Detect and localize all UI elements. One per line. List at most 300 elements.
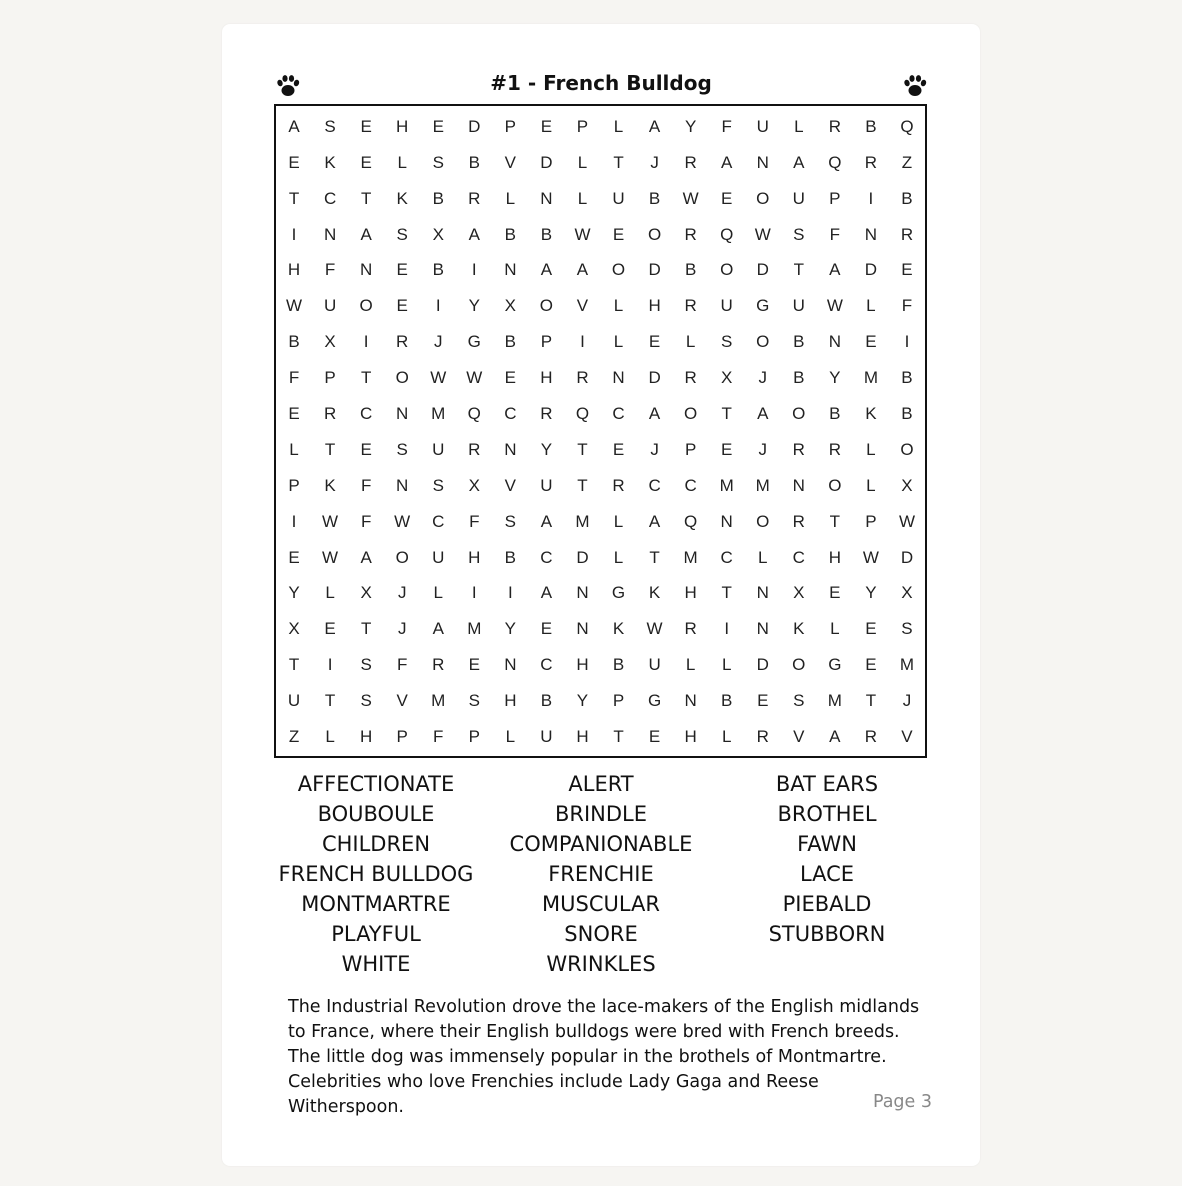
grid-letter[interactable]: T	[577, 439, 588, 459]
grid-letter[interactable]: F	[721, 116, 732, 136]
grid-letter[interactable]: K	[865, 404, 877, 424]
grid-letter[interactable]: A	[829, 260, 841, 280]
grid-letter[interactable]: O	[611, 260, 626, 280]
grid-letter[interactable]: R	[468, 439, 481, 459]
grid-letter[interactable]: V	[793, 727, 805, 747]
grid-letter[interactable]: L	[577, 188, 588, 208]
grid-letter[interactable]: N	[756, 619, 769, 639]
grid-letter[interactable]: F	[433, 727, 444, 747]
grid-letter[interactable]: P	[504, 116, 517, 136]
grid-letter[interactable]: H	[576, 655, 589, 675]
grid-letter[interactable]: B	[793, 332, 805, 352]
grid-letter[interactable]: A	[648, 511, 661, 531]
grid-letter[interactable]: A	[360, 547, 372, 567]
grid-letter[interactable]: H	[396, 116, 409, 136]
grid-letter[interactable]: L	[721, 727, 732, 747]
grid-letter[interactable]: P	[684, 439, 697, 459]
grid-letter[interactable]: N	[828, 332, 841, 352]
grid-letter[interactable]: A	[648, 404, 661, 424]
grid-letter[interactable]: R	[864, 727, 878, 747]
grid-letter[interactable]: I	[471, 583, 477, 603]
grid-letter[interactable]: N	[756, 583, 769, 603]
grid-letter[interactable]: F	[360, 511, 372, 531]
grid-letter[interactable]: I	[904, 332, 910, 352]
grid-letter[interactable]: O	[359, 296, 373, 316]
grid-letter[interactable]: F	[469, 511, 480, 531]
grid-letter[interactable]: R	[540, 404, 553, 424]
grid-letter[interactable]: K	[793, 619, 805, 639]
grid-letter[interactable]: K	[648, 583, 661, 603]
grid-letter[interactable]: C	[540, 655, 553, 675]
grid-letter[interactable]: X	[468, 475, 480, 495]
grid-letter[interactable]: K	[396, 188, 408, 208]
grid-letter[interactable]: N	[359, 260, 373, 280]
grid-letter[interactable]: W	[826, 296, 843, 316]
grid-letter[interactable]: K	[324, 475, 336, 495]
grid-letter[interactable]: L	[613, 511, 624, 531]
grid-letter[interactable]: O	[395, 368, 409, 388]
grid-letter[interactable]: W	[646, 619, 663, 639]
grid-letter[interactable]: W	[682, 188, 699, 208]
grid-letter[interactable]: D	[576, 547, 589, 567]
grid-letter[interactable]: N	[720, 511, 733, 531]
grid-letter[interactable]: A	[360, 224, 372, 244]
grid-letter[interactable]: T	[613, 152, 624, 172]
grid-letter[interactable]: P	[324, 368, 336, 388]
grid-letter[interactable]: O	[756, 511, 770, 531]
grid-letter[interactable]: P	[865, 511, 877, 531]
grid-letter[interactable]: T	[577, 475, 588, 495]
grid-letter[interactable]: P	[396, 727, 408, 747]
grid-letter[interactable]: C	[504, 404, 517, 424]
grid-letter[interactable]: L	[794, 116, 804, 136]
grid-letter[interactable]: C	[792, 547, 805, 567]
grid-letter[interactable]: I	[291, 224, 297, 244]
grid-letter[interactable]: U	[648, 655, 661, 675]
grid-letter[interactable]: Y	[288, 583, 300, 603]
grid-letter[interactable]: I	[363, 332, 369, 352]
grid-letter[interactable]: T	[649, 547, 660, 567]
grid-letter[interactable]: F	[396, 655, 408, 675]
grid-letter[interactable]: O	[539, 296, 554, 316]
grid-letter[interactable]: E	[360, 439, 372, 459]
grid-letter[interactable]: K	[324, 152, 336, 172]
grid-letter[interactable]: C	[323, 188, 337, 208]
grid-letter[interactable]: L	[289, 439, 299, 459]
grid-letter[interactable]: N	[504, 439, 517, 459]
grid-letter[interactable]: D	[648, 368, 661, 388]
grid-letter[interactable]: R	[756, 727, 769, 747]
grid-letter[interactable]: M	[863, 368, 878, 388]
grid-letter[interactable]: W	[754, 224, 771, 244]
grid-letter[interactable]: R	[828, 439, 841, 459]
grid-letter[interactable]: L	[505, 188, 516, 208]
grid-letter[interactable]: Q	[828, 152, 842, 172]
grid-letter[interactable]: Y	[684, 116, 697, 136]
grid-letter[interactable]: E	[721, 188, 733, 208]
grid-letter[interactable]: J	[433, 332, 443, 352]
grid-letter[interactable]: O	[684, 404, 698, 424]
grid-letter[interactable]: M	[575, 511, 590, 531]
grid-letter[interactable]: Y	[829, 368, 841, 388]
grid-letter[interactable]: Y	[865, 583, 877, 603]
grid-letter[interactable]: X	[793, 583, 805, 603]
grid-letter[interactable]: A	[757, 404, 769, 424]
grid-letter[interactable]: X	[721, 368, 733, 388]
grid-letter[interactable]: E	[901, 260, 913, 280]
grid-letter[interactable]: T	[288, 188, 300, 208]
grid-letter[interactable]: E	[648, 727, 661, 747]
grid-letter[interactable]: H	[828, 547, 841, 567]
grid-letter[interactable]: E	[288, 547, 300, 567]
grid-letter[interactable]: M	[719, 475, 734, 495]
grid-letter[interactable]: L	[613, 116, 624, 136]
grid-letter[interactable]: L	[613, 332, 624, 352]
grid-letter[interactable]: W	[394, 511, 411, 531]
grid-letter[interactable]: N	[684, 691, 697, 711]
grid-letter[interactable]: F	[360, 475, 372, 495]
grid-letter[interactable]: E	[865, 332, 877, 352]
grid-letter[interactable]: E	[829, 583, 841, 603]
grid-letter[interactable]: V	[504, 475, 517, 495]
grid-letter[interactable]: A	[468, 224, 480, 244]
grid-letter[interactable]: U	[720, 296, 733, 316]
grid-letter[interactable]: D	[648, 260, 661, 280]
grid-letter[interactable]: P	[612, 691, 625, 711]
grid-letter[interactable]: R	[612, 475, 625, 495]
grid-letter[interactable]: P	[288, 475, 300, 495]
grid-letter[interactable]: X	[504, 296, 517, 316]
grid-letter[interactable]: R	[684, 368, 697, 388]
grid-letter[interactable]: J	[758, 439, 767, 459]
grid-letter[interactable]: W	[466, 368, 483, 388]
grid-letter[interactable]: G	[756, 296, 770, 316]
grid-letter[interactable]: E	[865, 655, 877, 675]
grid-letter[interactable]: C	[720, 547, 733, 567]
grid-letter[interactable]: W	[898, 511, 915, 531]
grid-letter[interactable]: H	[287, 260, 301, 280]
grid-letter[interactable]: F	[288, 368, 300, 388]
grid-letter[interactable]: X	[324, 332, 336, 352]
grid-letter[interactable]: M	[467, 619, 482, 639]
grid-letter[interactable]: C	[432, 511, 445, 531]
grid-letter[interactable]: A	[648, 116, 661, 136]
grid-letter[interactable]: M	[827, 691, 842, 711]
grid-letter[interactable]: C	[612, 404, 625, 424]
grid-letter[interactable]: R	[864, 152, 878, 172]
grid-letter[interactable]: T	[865, 691, 877, 711]
grid-letter[interactable]: E	[360, 152, 372, 172]
grid-letter[interactable]: A	[540, 583, 553, 603]
grid-letter[interactable]: W	[322, 511, 339, 531]
grid-letter[interactable]: R	[684, 619, 697, 639]
grid-letter[interactable]: T	[288, 655, 300, 675]
grid-letter[interactable]: S	[901, 619, 913, 639]
grid-letter[interactable]: B	[721, 691, 733, 711]
grid-letter[interactable]: U	[792, 188, 805, 208]
grid-letter[interactable]: J	[758, 368, 767, 388]
grid-letter[interactable]: E	[648, 332, 661, 352]
grid-letter[interactable]: E	[540, 619, 553, 639]
grid-letter[interactable]: L	[397, 152, 407, 172]
grid-letter[interactable]: R	[900, 224, 914, 244]
grid-letter[interactable]: C	[540, 547, 553, 567]
grid-letter[interactable]: U	[540, 727, 553, 747]
grid-letter[interactable]: B	[540, 224, 553, 244]
grid-letter[interactable]: B	[432, 188, 444, 208]
grid-letter[interactable]: O	[647, 224, 662, 244]
grid-letter[interactable]: H	[684, 727, 697, 747]
grid-letter[interactable]: U	[432, 547, 445, 567]
grid-letter[interactable]: E	[396, 296, 408, 316]
grid-letter[interactable]: Z	[901, 152, 913, 172]
grid-letter[interactable]: H	[359, 727, 373, 747]
grid-letter[interactable]: B	[612, 655, 625, 675]
grid-letter[interactable]: M	[899, 655, 915, 675]
grid-letter[interactable]: E	[288, 404, 300, 424]
grid-letter[interactable]: E	[396, 260, 408, 280]
grid-letter[interactable]: R	[576, 368, 589, 388]
grid-letter[interactable]: B	[504, 332, 517, 352]
grid-letter[interactable]: U	[612, 188, 625, 208]
grid-letter[interactable]: L	[613, 296, 624, 316]
grid-letter[interactable]: G	[647, 691, 662, 711]
grid-letter[interactable]: X	[288, 619, 300, 639]
grid-letter[interactable]: Y	[576, 691, 589, 711]
grid-letter[interactable]: B	[540, 691, 553, 711]
grid-letter[interactable]: N	[504, 655, 517, 675]
grid-letter[interactable]: S	[324, 116, 336, 136]
grid-letter[interactable]: Y	[540, 439, 553, 459]
grid-letter[interactable]: X	[360, 583, 372, 603]
grid-letter[interactable]: N	[864, 224, 878, 244]
grid-letter[interactable]: Y	[468, 296, 480, 316]
grid-letter[interactable]: H	[576, 727, 589, 747]
grid-letter[interactable]: S	[504, 511, 517, 531]
grid-letter[interactable]: W	[862, 547, 879, 567]
grid-letter[interactable]: R	[396, 332, 409, 352]
grid-letter[interactable]: P	[829, 188, 841, 208]
grid-letter[interactable]: A	[793, 152, 805, 172]
grid-letter[interactable]: N	[540, 188, 553, 208]
grid-letter[interactable]: S	[432, 152, 444, 172]
grid-letter[interactable]: A	[829, 727, 841, 747]
grid-letter[interactable]: D	[900, 547, 914, 567]
grid-letter[interactable]: B	[504, 547, 517, 567]
grid-letter[interactable]: N	[792, 475, 805, 495]
grid-letter[interactable]: D	[864, 260, 878, 280]
grid-letter[interactable]: J	[397, 583, 407, 603]
grid-letter[interactable]: R	[684, 296, 697, 316]
grid-letter[interactable]: O	[792, 404, 806, 424]
grid-letter[interactable]: B	[901, 188, 913, 208]
grid-letter[interactable]: H	[684, 583, 697, 603]
grid-letter[interactable]: S	[468, 691, 480, 711]
grid-letter[interactable]: W	[574, 224, 591, 244]
grid-letter[interactable]: W	[430, 368, 447, 388]
grid-letter[interactable]: R	[792, 439, 805, 459]
grid-letter[interactable]: E	[612, 224, 625, 244]
grid-letter[interactable]: G	[467, 332, 481, 352]
grid-letter[interactable]: F	[901, 296, 913, 316]
grid-letter[interactable]: E	[288, 152, 300, 172]
grid-letter[interactable]: B	[288, 332, 300, 352]
grid-letter[interactable]: B	[432, 260, 444, 280]
grid-letter[interactable]: T	[721, 404, 732, 424]
grid-letter[interactable]: R	[792, 511, 805, 531]
grid-letter[interactable]: O	[792, 655, 806, 675]
grid-letter[interactable]: B	[648, 188, 661, 208]
grid-letter[interactable]: K	[612, 619, 625, 639]
grid-letter[interactable]: N	[396, 404, 409, 424]
grid-letter[interactable]: M	[431, 691, 446, 711]
grid-letter[interactable]: L	[613, 547, 624, 567]
grid-letter[interactable]: T	[360, 368, 372, 388]
grid-letter[interactable]: D	[756, 655, 769, 675]
grid-letter[interactable]: L	[685, 332, 696, 352]
grid-letter[interactable]: V	[576, 296, 589, 316]
grid-letter[interactable]: I	[435, 296, 441, 316]
grid-letter[interactable]: R	[432, 655, 445, 675]
grid-letter[interactable]: G	[611, 583, 626, 603]
grid-letter[interactable]: D	[756, 260, 769, 280]
grid-letter[interactable]: I	[724, 619, 730, 639]
grid-letter[interactable]: B	[793, 368, 805, 388]
grid-letter[interactable]: R	[468, 188, 481, 208]
grid-letter[interactable]: V	[504, 152, 517, 172]
grid-letter[interactable]: Z	[288, 727, 300, 747]
grid-letter[interactable]: I	[291, 511, 297, 531]
grid-letter[interactable]: H	[540, 368, 553, 388]
grid-letter[interactable]: S	[432, 475, 444, 495]
grid-letter[interactable]: B	[468, 152, 480, 172]
grid-letter[interactable]: N	[323, 224, 337, 244]
grid-letter[interactable]: P	[468, 727, 480, 747]
grid-letter[interactable]: Q	[720, 224, 734, 244]
grid-letter[interactable]: L	[433, 583, 443, 603]
grid-letter[interactable]: T	[721, 583, 732, 603]
grid-letter[interactable]: S	[793, 691, 805, 711]
grid-letter[interactable]: L	[577, 152, 588, 172]
grid-letter[interactable]: I	[580, 332, 585, 352]
grid-letter[interactable]: X	[901, 583, 913, 603]
grid-letter[interactable]: I	[471, 260, 477, 280]
grid-letter[interactable]: E	[360, 116, 372, 136]
grid-letter[interactable]: D	[540, 152, 553, 172]
grid-letter[interactable]: H	[648, 296, 661, 316]
grid-letter[interactable]: T	[324, 439, 336, 459]
grid-letter[interactable]: B	[901, 404, 913, 424]
grid-letter[interactable]: T	[360, 188, 372, 208]
grid-letter[interactable]: Q	[575, 404, 590, 424]
grid-letter[interactable]: L	[505, 727, 516, 747]
grid-letter[interactable]: T	[613, 727, 624, 747]
grid-letter[interactable]: R	[323, 404, 337, 424]
grid-letter[interactable]: S	[396, 439, 408, 459]
grid-letter[interactable]: W	[286, 296, 303, 316]
grid-letter[interactable]: E	[865, 619, 877, 639]
grid-letter[interactable]: S	[360, 655, 372, 675]
grid-letter[interactable]: L	[866, 439, 876, 459]
grid-letter[interactable]: U	[756, 116, 769, 136]
grid-letter[interactable]: Q	[684, 511, 698, 531]
grid-letter[interactable]: E	[324, 619, 336, 639]
grid-letter[interactable]: C	[684, 475, 697, 495]
grid-letter[interactable]: M	[755, 475, 770, 495]
grid-letter[interactable]: A	[540, 511, 553, 531]
grid-letter[interactable]: E	[468, 655, 480, 675]
grid-letter[interactable]: O	[900, 439, 914, 459]
grid-letter[interactable]: B	[865, 116, 877, 136]
grid-letter[interactable]: Y	[504, 619, 517, 639]
grid-letter[interactable]: W	[322, 547, 339, 567]
grid-letter[interactable]: C	[648, 475, 661, 495]
grid-letter[interactable]: E	[757, 691, 769, 711]
grid-letter[interactable]: M	[431, 404, 446, 424]
grid-letter[interactable]: F	[829, 224, 841, 244]
grid-letter[interactable]: O	[720, 260, 734, 280]
grid-letter[interactable]: L	[758, 547, 768, 567]
grid-letter[interactable]: P	[540, 332, 553, 352]
grid-letter[interactable]: F	[324, 260, 336, 280]
grid-letter[interactable]: X	[432, 224, 444, 244]
grid-letter[interactable]: L	[830, 619, 840, 639]
grid-letter[interactable]: B	[829, 404, 841, 424]
grid-letter[interactable]: V	[901, 727, 913, 747]
grid-letter[interactable]: S	[793, 224, 805, 244]
grid-letter[interactable]: R	[684, 224, 697, 244]
grid-letter[interactable]: I	[507, 583, 513, 603]
grid-letter[interactable]: B	[504, 224, 517, 244]
grid-letter[interactable]: V	[396, 691, 408, 711]
grid-letter[interactable]: L	[866, 475, 876, 495]
grid-letter[interactable]: O	[395, 547, 409, 567]
grid-letter[interactable]: N	[756, 152, 769, 172]
grid-letter[interactable]: G	[828, 655, 842, 675]
grid-letter[interactable]: U	[540, 475, 553, 495]
grid-letter[interactable]: R	[684, 152, 697, 172]
grid-letter[interactable]: T	[793, 260, 804, 280]
grid-letter[interactable]: O	[756, 188, 770, 208]
grid-letter[interactable]: E	[540, 116, 553, 136]
grid-letter[interactable]: S	[360, 691, 372, 711]
grid-letter[interactable]: A	[576, 260, 589, 280]
grid-letter[interactable]: M	[683, 547, 698, 567]
grid-letter[interactable]: U	[432, 439, 445, 459]
grid-letter[interactable]: T	[360, 619, 372, 639]
grid-letter[interactable]: E	[721, 439, 733, 459]
grid-letter[interactable]: O	[828, 475, 842, 495]
grid-letter[interactable]: E	[432, 116, 444, 136]
grid-letter[interactable]: E	[612, 439, 625, 459]
grid-letter[interactable]: A	[288, 116, 300, 136]
grid-letter[interactable]: B	[901, 368, 913, 388]
grid-letter[interactable]: Q	[900, 116, 914, 136]
grid-letter[interactable]: S	[721, 332, 733, 352]
grid-letter[interactable]: N	[576, 583, 589, 603]
grid-letter[interactable]: L	[325, 583, 335, 603]
grid-letter[interactable]: I	[327, 655, 333, 675]
grid-letter[interactable]: N	[504, 260, 517, 280]
grid-letter[interactable]: U	[792, 296, 805, 316]
grid-letter[interactable]: T	[829, 511, 841, 531]
grid-letter[interactable]: H	[468, 547, 481, 567]
grid-letter[interactable]: A	[432, 619, 444, 639]
grid-letter[interactable]: T	[324, 691, 336, 711]
grid-letter[interactable]: P	[576, 116, 589, 136]
grid-letter[interactable]: N	[612, 368, 625, 388]
grid-letter[interactable]: H	[504, 691, 517, 711]
